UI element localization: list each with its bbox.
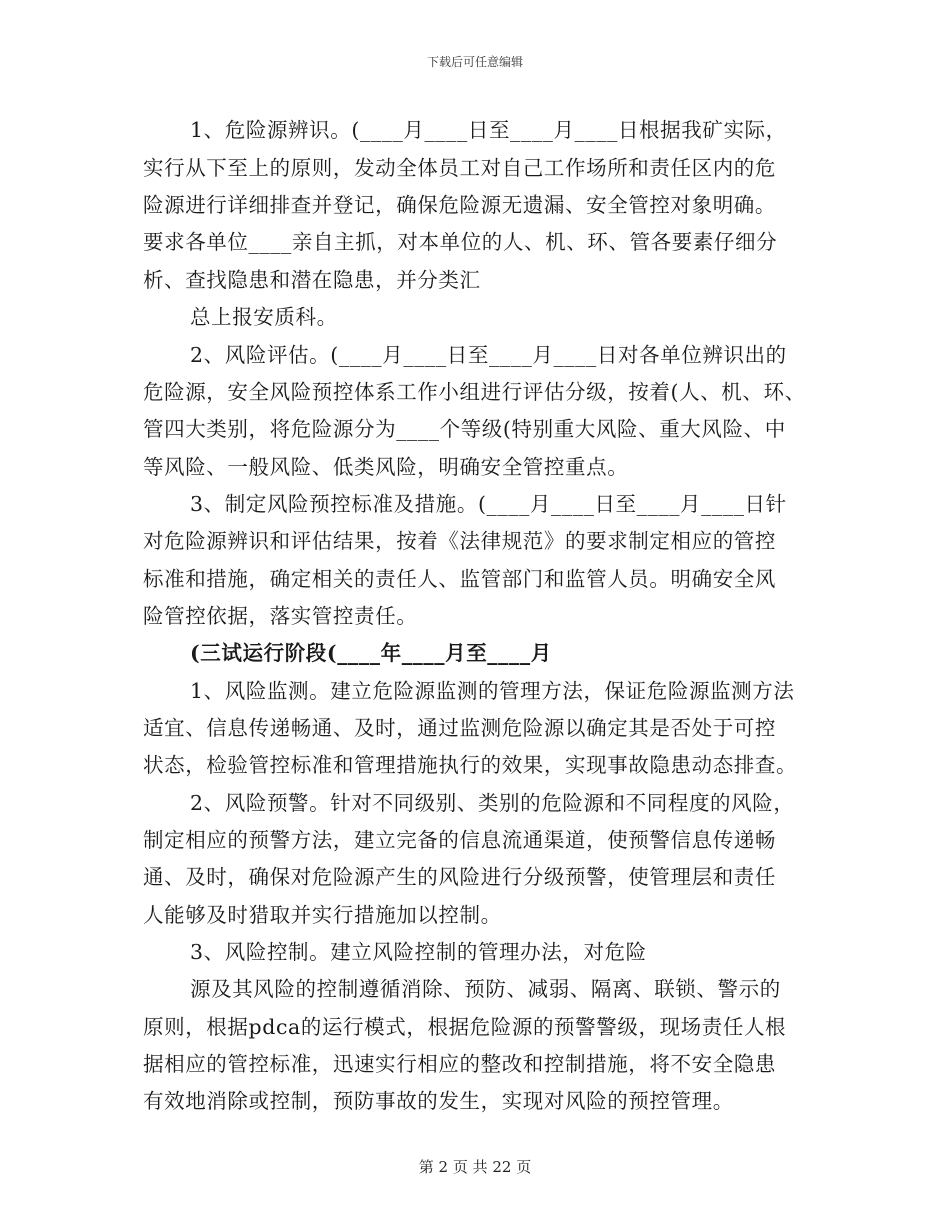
paragraph-line: 1、风险监测。建立危险源监测的管理方法，保证危险源监测方法 xyxy=(190,679,795,703)
paragraph-line: 险管控依据，落实管控责任。 xyxy=(143,604,418,628)
page-header: 下载后可任意编辑 xyxy=(426,55,523,69)
paragraph-line: 总上报安质科。 xyxy=(190,305,338,329)
paragraph-line: 析、查找隐患和潜在隐患，并分类汇 xyxy=(143,268,481,292)
paragraph-line: 适宜、信息传递畅通、及时，通过监测危险源以确定其是否处于可控 xyxy=(143,716,776,740)
paragraph-line: 管四大类别，将危险源分为____个等级(特别重大风险、重大风险、中 xyxy=(143,417,786,441)
paragraph-line: 险源进行详细排查并登记，确保危险源无遗漏、安全管控对象明确。 xyxy=(143,193,776,217)
paragraph-line: 通、及时，确保对危险源产生的风险进行分级预警，使管理层和责任 xyxy=(143,865,776,889)
paragraph-line: 2、风险预警。针对不同级别、类别的危险源和不同程度的风险， xyxy=(190,791,795,815)
paragraph-line: 要求各单位____亲自主抓，对本单位的人、机、环、管各要素仔细分 xyxy=(143,230,778,254)
paragraph-line: 人能够及时猎取并实行措施加以控制。 xyxy=(143,903,502,927)
section-heading: (三试运行阶段(____年____月至____月 xyxy=(190,641,552,665)
paragraph-line: 据相应的管控标准，迅速实行相应的整改和控制措施，将不安全隐患 xyxy=(143,1052,776,1076)
paragraph-line: 危险源，安全风险预控体系工作小组进行评估分级，按着(人、机、环、 xyxy=(143,380,806,404)
paragraph-line: 对危险源辨识和评估结果，按着《法律规范》的要求制定相应的管控 xyxy=(143,529,776,553)
paragraph-line: 3、风险控制。建立风险控制的管理办法，对危险 xyxy=(190,940,647,964)
paragraph-line: 等风险、一般风险、低类风险，明确安全管控重点。 xyxy=(143,455,629,479)
paragraph-line: 2、风险评估。(____月____日至____月____日对各单位辨识出的 xyxy=(190,343,787,367)
paragraph-line: 1、危险源辨识。(____月____日至____月____日根据我矿实际， xyxy=(190,118,787,142)
paragraph-line: 原则，根据pdca的运行模式，根据危险源的预警警级，现场责任人根 xyxy=(143,1015,787,1039)
paragraph-line: 制定相应的预警方法，建立完备的信息流通渠道，使预警信息传递畅 xyxy=(143,828,776,852)
page-footer: 第 2 页 共 22 页 xyxy=(418,1158,532,1176)
paragraph-line: 3、制定风险预控标准及措施。(____月____日至____月____日针 xyxy=(190,492,787,516)
paragraph-line: 源及其风险的控制遵循消除、预防、减弱、隔离、联锁、警示的 xyxy=(190,977,781,1001)
paragraph-line: 有效地消除或控制，预防事故的发生，实现对风险的预控管理。 xyxy=(143,1089,734,1113)
paragraph-line: 实行从下至上的原则，发动全体员工对自己工作场所和责任区内的危 xyxy=(143,156,776,180)
paragraph-line: 标准和措施，确定相关的责任人、监管部门和监管人员。明确安全风 xyxy=(143,567,776,591)
paragraph-line: 状态，检验管控标准和管理措施执行的效果，实现事故隐患动态排查。 xyxy=(143,753,798,777)
